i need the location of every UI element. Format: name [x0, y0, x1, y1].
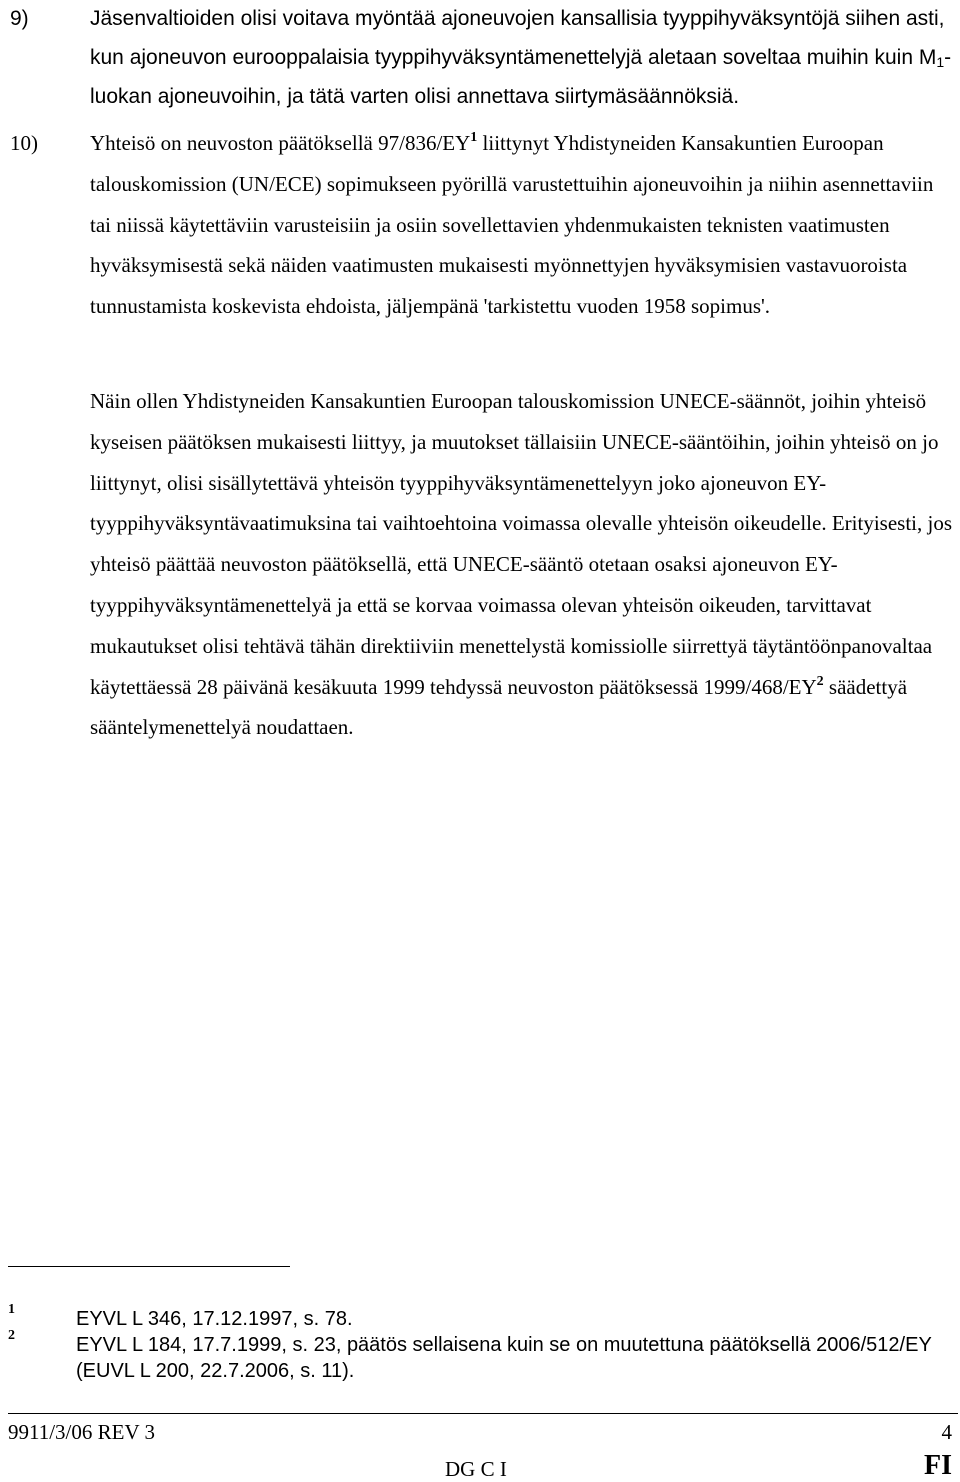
paragraph-9-text-b: -luokan ajoneuvoihin, ja tätä varten olisi annettava siirtymäsäännöksiä.	[90, 46, 952, 108]
footnote-2: EYVL L 184, 17.7.1999, s. 23, päätös sellaisena kuin se on muutettuna päätöksellä 2006/512/EY (EUVL L 200, 22.7.2006, s. 11).	[76, 1334, 932, 1382]
paragraph-11	[90, 381, 952, 748]
paragraph-number-9: 9)	[10, 7, 29, 30]
footnote-1: EYVL L 346, 17.12.1997, s. 78.	[76, 1308, 353, 1330]
paragraph-number-10: 10)	[10, 131, 38, 155]
document-code: 9911/3/06 REV 3	[8, 1420, 156, 1444]
footnote-reference-2[interactable]: 2	[816, 673, 824, 689]
paragraph-9-text-a: Jäsenvaltioiden olisi voitava myöntää ajoneuvojen kansallisia tyyppihyväksyntöjä siihen asti, kun ajoneuvon eurooppalaisia tyyppihyväksyntämenettelyjä aletaan soveltaa muihin kuin M	[90, 7, 945, 69]
paragraph-11-text-a: Näin ollen Yhdistyneiden Kansakuntien Euroopan talouskomission UNECE-säännöt, joihin yhteisö kyseisen päätöksen mukaisesti liittyy, ja muutokset tällaisiin UNECE-sääntöihin, joihin yhteisö on jo liittynyt, olisi sisällytettävä yhteisön tyyppihyväksyntämenettelyyn joko ajoneuvon EY-tyyppihyväksyntävaatimuksina tai vaihtoehtoina voimassa olevalle yhteisön oikeudelle. Erityisesti, jos yhteisö päättää neuvoston päätöksellä, että UNECE-sääntö otetaan osaksi ajoneuvon EY-tyyppihyväksyntämenettelyä ja että se korvaa voimassa olevan yhteisön oikeuden, tarvittavat mukautukset olisi tehtävä tähän direktiiviin menettelystä komissiolle siirrettyä täytäntöönpanovaltaa käytettäessä 28 päivänä kesäkuuta 1999 tehdyssä neuvoston päätöksessä 1999/468/EY	[90, 389, 952, 699]
paragraph-11-text-b: säädettyä sääntelymenettelyä noudattaen.	[90, 674, 908, 740]
paragraph-10-text-a: Yhteisö on neuvoston päätöksellä 97/836/EY	[90, 131, 471, 155]
paragraph-10-text-b: liittynyt Yhdistyneiden Kansakuntien Euroopan talouskomission (UN/ECE) sopimukseen pyörillä varustettuihin ajoneuvoihin ja niihin asennettaviin tai niissä käytettäviin varusteisiin ja osiin sovellettavien yhdenmukaisten teknisten vaatimusten hyväksymisestä sekä näiden vaatimusten mukaisesti myönnettyjen hyväksymisien vastavuoroista tunnustamista koskevista ehdoista, jäljempänä 'tarkistettu vuoden 1958 sopimus'.	[90, 131, 934, 319]
footnote-number-2: 2	[8, 1328, 15, 1343]
page-number: 4	[941, 1420, 952, 1444]
language-code: FI	[924, 1450, 952, 1481]
footnote-separator	[8, 1266, 290, 1267]
footer-separator	[8, 1413, 958, 1414]
paragraph-9	[90, 0, 952, 116]
paragraph-10	[90, 123, 952, 327]
footnote-reference-1[interactable]: 1	[470, 130, 478, 145]
directorate-general: DG C I	[445, 1457, 507, 1481]
m-category-subscript: 1	[936, 54, 945, 70]
footnote-number-1: 1	[8, 1302, 15, 1317]
